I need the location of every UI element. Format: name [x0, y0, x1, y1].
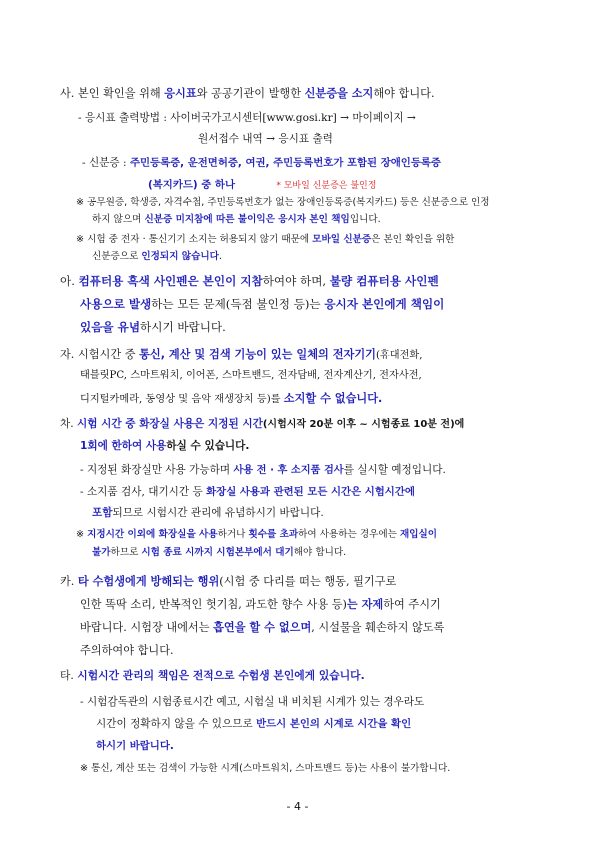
- sa-print-method-line-2: 원서접수 내역 → 응시표 출력: [198, 133, 333, 145]
- sa-note-1-line-1: ※ 공무원증, 학생증, 자격수첩, 주민등록번호가 없는 장애인등록증(복지카드) 등은 신분증으로 인정: [76, 197, 490, 208]
- cha-bullet-2-line-2: 포함되므로 시험시간 관리에 유념하시기 바랍니다.: [92, 507, 324, 519]
- sa-id-line-1: - 신분증 : 주민등록증, 운전면허증, 여권, 주민등록번호가 포함된 장애인등록증: [82, 157, 441, 169]
- ka-line-3: 바랍니다. 시험장 내에서는 흡연을 할 수 없으며, 시설물을 훼손하지 않도록: [80, 621, 445, 634]
- page-number: - 4 -: [286, 800, 309, 813]
- ja-line-2: 태블릿PC, 스마트워치, 이어폰, 스마트밴드, 전자담배, 전자계산기, 전자사전,: [80, 370, 422, 381]
- ka-line-2: 인한 똑딱 소리, 반복적인 헛기침, 과도한 향수 사용 등)는 자제하여 주시기: [80, 598, 441, 611]
- ta-line-1: 타. 시험시간 관리의 책임은 전적으로 수험생 본인에게 있습니다.: [60, 669, 365, 682]
- ja-line-1: 자. 시험시간 중 통신, 계산 및 검색 기능이 있는 일체의 전자기기(휴대전화,: [60, 348, 423, 361]
- cha-line-2: 1회에 한하여 사용하실 수 있습니다.: [80, 440, 250, 452]
- ja-line-3: 디지털카메라, 동영상 및 음악 재생장치 등)를 소지할 수 없습니다.: [80, 392, 383, 405]
- sa-id-line-2: (복지카드) 중 하나 * 모바일 신분증은 불인정: [148, 179, 377, 191]
- cha-line-1: 차. 시험 시간 중 화장실 사용은 지정된 시간(시험시작 20분 이후 ~ 시험종료 10분 전)에: [60, 418, 465, 430]
- cha-note-line-2: 불가하므로 시험 종료 시까지 시험본부에서 대기해야 합니다.: [92, 547, 347, 558]
- ta-note: ※ 통신, 계산 또는 검색이 가능한 시계(스마트워치, 스마트밴드 등)는 사용이 불가합니다.: [80, 763, 451, 774]
- a-line-1: 아. 컴퓨터용 흑색 사인펜은 본인이 지참하여야 하며, 불량 컴퓨터용 사인펜: [60, 274, 439, 288]
- mobile-id-note: * 모바일 신분증은 불인정: [276, 181, 377, 191]
- ka-line-4: 주의하여야 합니다.: [80, 644, 174, 657]
- sa-note-1-line-2: 하지 않으며 신분증 미지참에 따른 불이익은 응시자 본인 책임입니다.: [92, 214, 381, 225]
- sa-note-2-line-2: 신분증으로 인정되지 않습니다.: [92, 251, 222, 262]
- sa-line-1: 사. 본인 확인을 위해 응시표와 공공기관이 발행한 신분증을 소지해야 합니다.: [60, 86, 435, 100]
- ta-bullet-line-1: - 시험감독관의 시험종료시간 예고, 시험실 내 비치된 시계가 있는 경우라도: [80, 696, 425, 708]
- ka-line-1: 카. 타 수험생에게 방해되는 행위(시험 중 다리를 떠는 행동, 필기구로: [60, 575, 397, 588]
- cha-note-line-1: ※ 지정시간 이외에 화장실을 사용하거나 횟수를 초과하여 사용하는 경우에는 재입실이: [76, 529, 438, 540]
- cha-bullet-1: - 지정된 화장실만 사용 가능하며 사용 전 · 후 소지품 검사를 실시할 예정입니다.: [80, 464, 446, 476]
- cha-bullet-2-line-1: - 소지품 검사, 대기시간 등 화장실 사용과 관련된 모든 시간은 시험시간에: [80, 486, 415, 498]
- a-line-3: 있음을 유념하시기 바랍니다.: [80, 320, 226, 334]
- a-line-2: 사용으로 발생하는 모든 문제(득점 불인정 등)는 응시자 본인에게 책임이: [80, 297, 445, 311]
- ta-bullet-line-2: 시간이 정확하지 않을 수 있으므로 반드시 본인의 시계로 시간을 확인: [96, 718, 412, 730]
- ta-bullet-line-3: 하시기 바랍니다.: [96, 740, 174, 752]
- sa-print-method-line-1: - 응시표 출력방법 : 사이버국가고시센터[www.gosi.kr] → 마이페이지 →: [78, 112, 416, 124]
- sa-note-2-line-1: ※ 시험 중 전자 · 통신기기 소지는 허용되지 않기 때문에 모바일 신분증은 본인 확인을 위한: [76, 234, 455, 245]
